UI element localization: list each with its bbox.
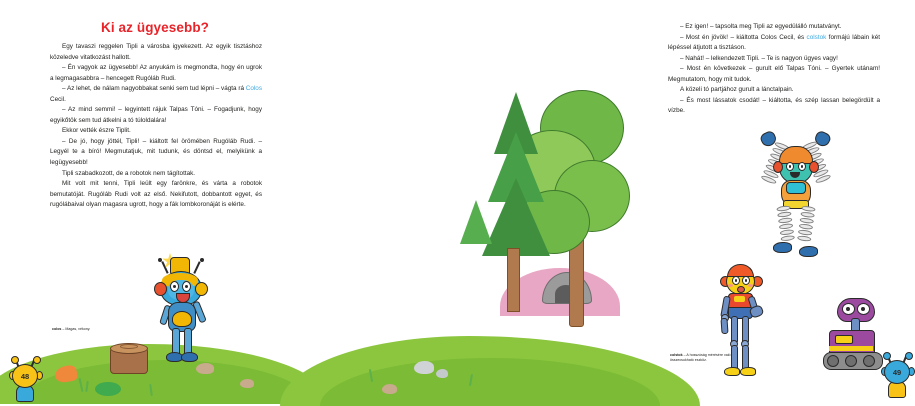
antenna-ball-right-icon (33, 356, 41, 364)
right-page (310, 0, 902, 400)
stump-ring (120, 344, 138, 349)
yellow-stripe (829, 346, 873, 351)
paragraph (668, 54, 880, 65)
grey-rock-1 (382, 384, 397, 394)
text-run: Ekkor vették észre Tiplit. (62, 127, 131, 135)
rugolab-rudi-robot (755, 130, 835, 260)
antenna-ball-right (200, 258, 204, 262)
paragraph (50, 179, 262, 211)
footnote-definition: – Magas, vékony. (61, 327, 91, 331)
hair (727, 264, 754, 277)
paragraph (50, 126, 262, 137)
spring-leg-right (796, 205, 813, 246)
ear-right (195, 282, 208, 296)
left-page (0, 0, 310, 400)
paragraph (50, 137, 262, 169)
eye-left (170, 281, 179, 292)
left-page-body-text (50, 42, 262, 211)
footnote-term: colstok (670, 353, 683, 357)
clover-patch (95, 382, 121, 396)
arm-left-lower (720, 318, 728, 334)
text-run: A közeli tó partjához gurult a lánctalpain. (680, 86, 794, 94)
footnote-term: colos (52, 327, 62, 331)
grey-rock-3 (436, 369, 448, 378)
small-pine-tree (460, 200, 492, 244)
paragraph (50, 105, 262, 126)
paragraph (50, 63, 262, 84)
pine-tree-bottom (482, 178, 550, 256)
left-page-footnote (52, 327, 120, 332)
highlighted-term: colstok (806, 33, 827, 41)
text-run: Tipli szabadkozott, de a robotok nem tágítottak. (62, 169, 196, 177)
wheel-1 (827, 355, 839, 367)
tree-stump (110, 346, 148, 374)
highlighted-term: Colos (245, 85, 262, 93)
chest-plate (172, 311, 192, 327)
paragraph (50, 84, 262, 105)
antenna-ball-right-icon (905, 352, 913, 360)
eye-right (798, 162, 806, 171)
spring-leg-left (776, 205, 793, 246)
text-run: Cecil. (50, 95, 66, 103)
ear-left (154, 282, 167, 296)
eye-left (786, 162, 794, 171)
chest-badge (734, 296, 745, 302)
stump-top (110, 343, 148, 354)
wheel-2 (845, 355, 857, 367)
antenna-ball-left (158, 258, 162, 262)
text-run: – Ez igen! – tapsolta meg Tipli az egyedülálló mutatványt. (680, 23, 842, 30)
wheel-3 (863, 355, 875, 367)
page-title: Ki az ügyesebb? (100, 20, 210, 35)
colos-cecil-robot (710, 262, 772, 382)
right-page-body-text (668, 22, 880, 117)
paragraph (50, 42, 262, 63)
text-run: Mit volt mit tenni, Tipli leült egy farönkre, és várta a robotok bemutatóját. Rugóláb Rudi volt az első. Nekifutott, dobbantott egyet, és rugólábaival olyan magasra ugrott, hogy a fák lombkoronáját is elérte. (50, 180, 262, 209)
antenna-right (193, 261, 200, 273)
page-number-left (8, 356, 42, 400)
shoe-right (799, 246, 818, 257)
text-run: – Én vagyok az ügyesebb! Az anyukám is megmondta, hogy én ugrok a legmagasabbra – hencegett Rugóláb Rudi. (50, 64, 262, 82)
blush-left (728, 284, 733, 287)
blush-right (748, 284, 753, 287)
grey-rock-2 (414, 361, 434, 374)
paragraph (668, 96, 880, 117)
text-run: – És most lássatok csodát! – kiáltotta, és szép lassan belegördült a vízbe. (668, 96, 880, 115)
page-number-value: 48 (12, 364, 38, 388)
text-run: Egy tavaszi reggelen Tipli a városba igyekezett. Az egyik tisztáshoz közeledve vitatkozást hallott. (50, 43, 262, 61)
text-run: – Most én jövök! – kiáltotta Colos Cecil, és (680, 33, 807, 41)
tipli-robot (148, 255, 214, 365)
paragraph (668, 64, 880, 85)
eye-left (842, 303, 855, 315)
text-run: – Most én következek – gurult elő Talpas Tóni. – Gyertek utánam! Megmutatom, hogy mit tudok. (668, 65, 880, 83)
eye-right (857, 303, 870, 315)
eye-left (732, 276, 740, 285)
antenna-ball-left-icon (883, 352, 891, 360)
text-run: – Az lehet, de nálam nagyobbakat senki sem tud lépni – vágta rá (62, 85, 246, 93)
page-number-value: 49 (884, 360, 910, 384)
shoe-left (724, 367, 740, 376)
page-number-right (880, 352, 914, 396)
text-run: – Az mind semmi! – legyintett rájuk Talpas Tóni. – Fogadjunk, hogy egyikőtök sem tud átkelni a tó túloldalára! (50, 106, 262, 124)
text-run: – De jó, hogy jöttél, Tipli! – kiáltott fel örömében Rugóláb Rudi. – Legyél te a bíró! Megmutatjuk, mit tudunk, és döntsd el, melyikünk a legügyesebb! (50, 137, 262, 167)
foot-right (181, 352, 198, 362)
chest-plate (786, 182, 806, 194)
ear-right (809, 161, 819, 173)
shoe-right (740, 367, 756, 376)
shoe-left (773, 242, 792, 253)
eye-right (182, 281, 191, 292)
text-run: – Nahát! – lelkendezett Tipli. – Te is nagyon ügyes vagy! (680, 54, 838, 62)
control-panel (835, 335, 853, 344)
paragraph (668, 33, 880, 54)
mouth (737, 286, 745, 293)
grey-rock-2 (240, 379, 254, 388)
paragraph (50, 169, 262, 180)
paragraph (668, 85, 880, 96)
right-page-footnote (670, 353, 734, 362)
text-run: formájú lábain két lépéssel átjutott a tisztáson. (668, 33, 880, 52)
pine-tree-trunk (507, 248, 520, 312)
footnote-definition: – A hosszúság mérésére való összecsukható eszköz. (670, 353, 731, 362)
antenna-ball-left-icon (11, 356, 19, 364)
ear-left (773, 161, 783, 173)
paragraph (668, 22, 880, 33)
